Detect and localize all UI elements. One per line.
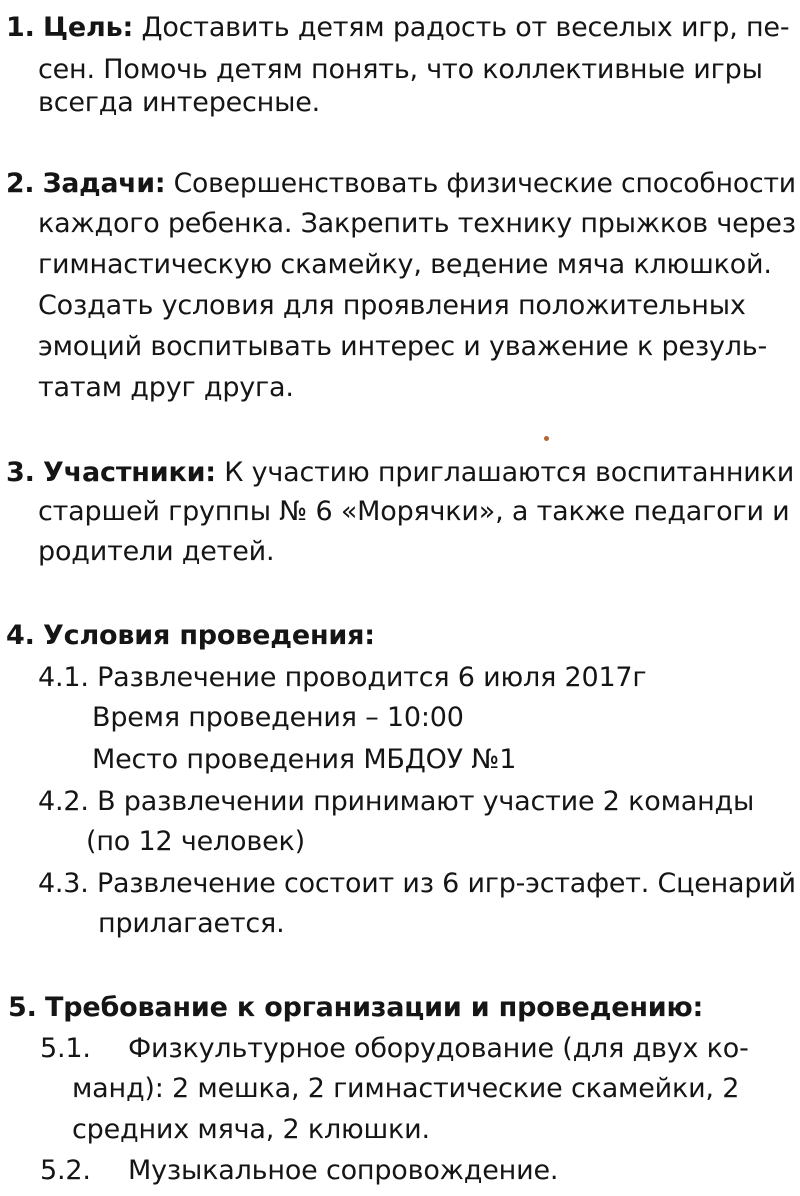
- item-4-3-line-2: прилагается.: [98, 908, 285, 939]
- section-2-text: Совершенствовать физические способности: [165, 168, 796, 199]
- item-5-1-line-2: манд): 2 мешка, 2 гимнастические скамейки, 2: [72, 1073, 740, 1104]
- section-2-line-2: каждого ребенка. Закрепить технику прыжков через: [38, 208, 796, 239]
- section-2-line-1: [6, 166, 796, 202]
- section-1-text: Доставить детям радость от веселых игр, пе-: [133, 12, 790, 43]
- section-1-number: 1.: [6, 12, 35, 43]
- section-4-number: 4.: [6, 620, 35, 651]
- section-5-line-1: [8, 990, 703, 1026]
- section-3-line-3: родители детей.: [38, 536, 275, 567]
- section-2-line-5: эмоций воспитывать интерес и уважение к резуль-: [38, 331, 768, 362]
- section-3-line-1: [6, 455, 794, 491]
- section-1-line-2: сен. Помочь детям понять, что коллективные игры: [38, 54, 763, 85]
- section-1-label: Цель:: [43, 12, 134, 43]
- item-5-1-number: 5.1.: [40, 1033, 91, 1064]
- section-2-line-6: татам друг друга.: [38, 372, 294, 403]
- section-3-text: К участию приглашаются воспитанники: [215, 457, 795, 488]
- item-4-1-line-2: Время проведения – 10:00: [92, 702, 464, 733]
- section-1-line-1: [6, 10, 789, 46]
- section-4-line-1: [6, 618, 375, 654]
- section-2-line-3: гимнастическую скамейку, ведение мяча клюшкой.: [38, 249, 772, 280]
- item-4-3-line-1: 4.3. Развлечение состоит из 6 игр-эстафет. Сценарий: [38, 868, 796, 899]
- item-4-1-line-3: Место проведения МБДОУ №1: [92, 744, 517, 775]
- section-5-number: 5.: [8, 992, 37, 1023]
- item-4-2-line-1: 4.2. В развлечении принимают участие 2 команды: [38, 786, 755, 817]
- paper-speck: [544, 436, 549, 441]
- section-2-line-4: Создать условия для проявления положительных: [38, 290, 746, 321]
- section-2-label: Задачи:: [42, 168, 166, 199]
- section-1-line-3: всегда интересные.: [38, 87, 321, 118]
- section-2-number: 2.: [6, 168, 35, 199]
- section-4-label: Условия проведения:: [43, 620, 375, 651]
- item-5-1-line-1: Физкультурное оборудование (для двух ко-: [128, 1033, 749, 1064]
- item-5-1-line-3: средних мяча, 2 клюшки.: [72, 1114, 430, 1145]
- item-4-2-line-2: (по 12 человек): [86, 826, 305, 857]
- section-3-number: 3.: [6, 457, 35, 488]
- item-4-1-line-1: 4.1. Развлечение проводится 6 июля 2017г: [38, 662, 647, 693]
- item-5-2-line-1: Музыкальное сопровождение.: [128, 1155, 559, 1186]
- section-5-label: Требование к организации и проведению:: [45, 992, 704, 1023]
- section-3-label: Участники:: [43, 457, 216, 488]
- section-3-line-2: старшей группы № 6 «Морячки», а также педагоги и: [38, 496, 790, 527]
- item-5-2-number: 5.2.: [40, 1155, 91, 1186]
